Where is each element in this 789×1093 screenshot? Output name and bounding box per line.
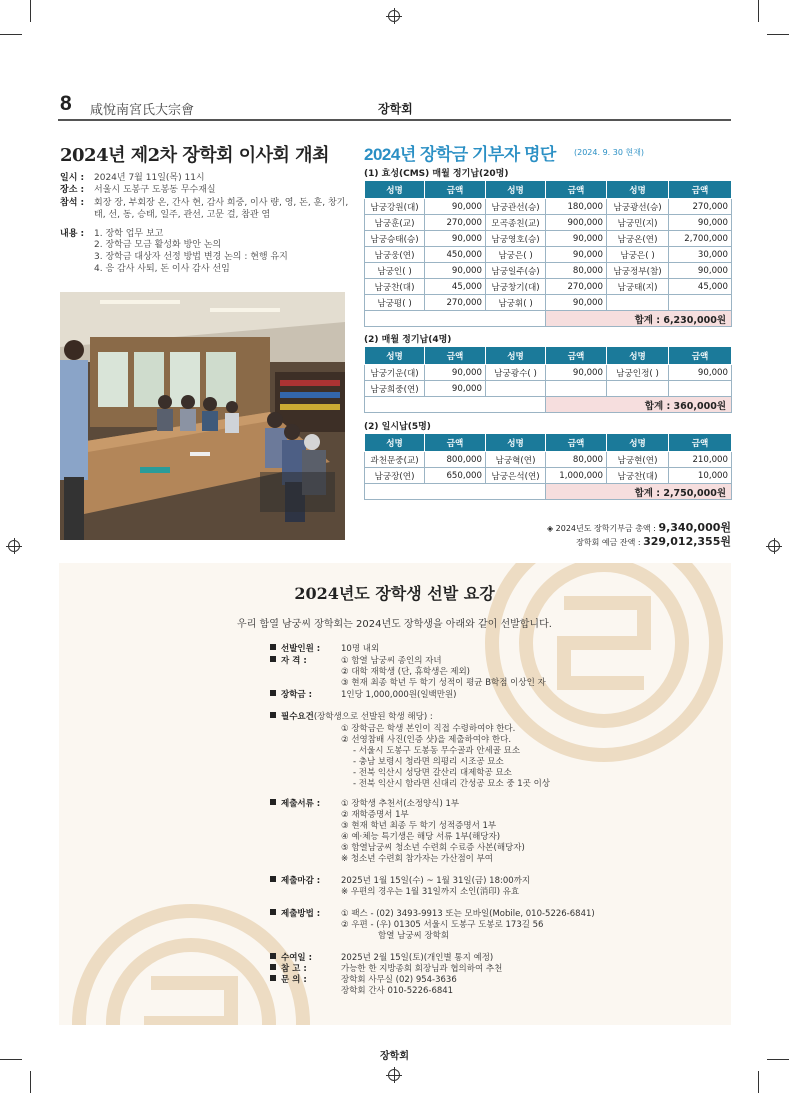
name-cell: 남궁승태(승) [365, 231, 425, 247]
organization-name: 咸悅南宮氏大宗會 [90, 103, 195, 118]
grave-site-item: - 충남 보령시 청라면 의평리 시조공 묘소 [353, 757, 504, 767]
method-line: ② 우편 - (우) 01305 서울시 도봉구 도봉로 173길 56 [341, 920, 544, 930]
name-cell: 남궁온(연) [607, 231, 669, 247]
name-cell: 남궁기운(대) [365, 365, 425, 381]
account-balance: 장학회 예금 잔액 : 329,012,355원 [576, 535, 731, 548]
amount-cell: 2,700,000 [669, 231, 732, 247]
label-requirements: 필수요건(장학생으로 선발된 학생 해당) : [270, 712, 433, 723]
crop-mark [30, 0, 31, 22]
name-cell: 남궁인정( ) [607, 365, 669, 381]
section-total: 합계 : 6,230,000원 [546, 311, 732, 327]
column-header: 성명 [486, 181, 546, 199]
name-cell: 남궁창기(대) [486, 279, 546, 295]
qualification-item: ③ 현재 최종 학년 두 학기 성적이 평균 B학점 이상인 자 [341, 678, 546, 688]
table-row [365, 247, 732, 263]
label-amount: 장학금 : [270, 690, 312, 701]
name-cell: 남궁관선(승) [486, 199, 546, 215]
column-header: 성명 [607, 347, 669, 365]
amount-cell: 90,000 [425, 263, 486, 279]
selection-intro: 우리 함열 남궁씨 장학회는 2024년도 장학생을 아래와 같이 선발합니다. [237, 619, 552, 630]
donor-section-title: (2) 매월 정기납(4명) [364, 335, 452, 345]
method-recipient: 함열 남궁씨 장학회 [378, 931, 450, 941]
amount-cell: 270,000 [425, 295, 486, 311]
donors-title: 2024년 장학금 기부자 명단 [364, 145, 556, 164]
name-cell: 남궁일주(승) [486, 263, 546, 279]
selection-title: 2024년도 장학생 선발 요강 [294, 584, 495, 603]
amount-cell: 45,000 [425, 279, 486, 295]
name-cell: 남궁정부(참) [607, 263, 669, 279]
donor-section-title: (2) 일시납(5명) [364, 422, 431, 432]
value-amount: 1인당 1,000,000원(일백만원) [341, 690, 457, 700]
column-header: 성명 [365, 434, 425, 452]
column-header: 성명 [486, 347, 546, 365]
section-title: 장학회 [378, 102, 413, 116]
table-row [365, 215, 732, 231]
contact-line: 장학회 사무실 (02) 954-3636 [341, 975, 457, 985]
table-row [365, 263, 732, 279]
meeting-photo [60, 292, 345, 540]
amount-cell [546, 381, 607, 397]
document-item: ① 장학생 추천서(소정양식) 1부 [341, 799, 460, 809]
label-reference: 참 고 : [270, 964, 307, 975]
name-cell: 남궁찬(대) [607, 468, 669, 484]
value-count: 10명 내외 [341, 644, 380, 654]
name-cell [486, 381, 546, 397]
amount-cell: 90,000 [425, 365, 486, 381]
name-cell: 남궁혁(연) [486, 452, 546, 468]
meeting-field-attendees-cont: 태, 선, 동, 승태, 일주, 관선, 고문 걸, 참관 염 [94, 210, 271, 220]
table-row [365, 279, 732, 295]
section-total: 합계 : 2,750,000원 [546, 484, 732, 500]
table-header-row [365, 347, 732, 365]
grave-site-item: - 전북 익산시 함라면 신대리 간성공 묘소 중 1곳 이상 [353, 779, 551, 789]
name-cell: 남궁은( ) [486, 247, 546, 263]
column-header: 금액 [425, 181, 486, 199]
registration-mark-icon [388, 10, 400, 22]
amount-cell: 90,000 [546, 247, 607, 263]
table-header-row [365, 434, 732, 452]
name-cell: 남궁현(연) [607, 452, 669, 468]
bullet-square-icon [270, 690, 276, 696]
meeting-field-place: 장소 : 서울시 도봉구 도봉동 무수재실 [60, 185, 216, 195]
name-cell: 남궁휘( ) [486, 295, 546, 311]
name-cell: 남궁광수( ) [486, 365, 546, 381]
qualification-item: ① 함열 남궁씨 종인의 자녀 [341, 656, 442, 666]
registration-mark-icon [768, 540, 780, 552]
table-row [365, 468, 732, 484]
agenda-item: 3. 장학금 대상자 선정 방법 변경 논의 : 현행 유지 [94, 252, 288, 262]
qualification-item: ② 대학 재학생 (단, 휴학생은 제외) [341, 667, 470, 677]
amount-cell: 270,000 [669, 199, 732, 215]
crop-mark [758, 0, 759, 22]
requirement-item: ② 선영참배 사진(인증 샷)을 제출하여야 한다. [341, 735, 512, 745]
amount-cell: 800,000 [425, 452, 486, 468]
label-count: 선발인원 : [270, 644, 320, 655]
donation-total: ◈ 2024년도 장학기부금 총액 : 9,340,000원 [546, 521, 731, 534]
table-row [365, 365, 732, 381]
registration-mark-icon [8, 540, 20, 552]
method-line: ① 팩스 - (02) 3493-9913 또는 모바일(Mobile, 010-5226-6841) [341, 909, 595, 919]
bullet-square-icon [270, 909, 276, 915]
amount-cell: 90,000 [669, 263, 732, 279]
name-cell [607, 381, 669, 397]
amount-cell: 90,000 [546, 295, 607, 311]
total-row [365, 311, 732, 327]
value-reference: 가능한 한 지방종회 회장님과 협의하여 추천 [341, 964, 503, 974]
donor-table-monthly [364, 346, 732, 413]
donor-table-lump-sum [364, 433, 732, 500]
meeting-field-date: 일시 : 2024년 7월 11일(목) 11시 [60, 173, 205, 183]
column-header: 금액 [425, 434, 486, 452]
bullet-square-icon [270, 799, 276, 805]
name-cell: 남궁태(지) [607, 279, 669, 295]
amount-cell: 450,000 [425, 247, 486, 263]
donor-table-cms [364, 180, 732, 327]
agenda-item: 4. 응 감사 사퇴, 돈 이사 감사 선임 [94, 264, 230, 274]
column-header: 성명 [365, 347, 425, 365]
crop-mark [767, 34, 789, 35]
section-total: 합계 : 360,000원 [546, 397, 732, 413]
crop-mark [30, 1071, 31, 1093]
bullet-square-icon [270, 712, 276, 718]
name-cell: 남궁은석(연) [486, 468, 546, 484]
name-cell: 남궁은( ) [607, 247, 669, 263]
total-row [365, 397, 732, 413]
name-cell: 남궁민(지) [607, 215, 669, 231]
document-item: ※ 청소년 수련회 참가자는 가산점이 부여 [341, 854, 494, 864]
table-row [365, 199, 732, 215]
amount-cell: 270,000 [425, 215, 486, 231]
name-cell: 남궁강원(대) [365, 199, 425, 215]
document-item: ⑤ 함열남궁씨 청소년 수련회 수료증 사본(해당자) [341, 843, 525, 853]
label-award-date: 수여일 : [270, 953, 312, 964]
amount-cell: 90,000 [669, 215, 732, 231]
bullet-square-icon [270, 964, 276, 970]
name-cell: 남궁영호(승) [486, 231, 546, 247]
total-row [365, 484, 732, 500]
bullet-square-icon [270, 953, 276, 959]
name-cell: 남궁훈(교) [365, 215, 425, 231]
name-cell [607, 295, 669, 311]
name-cell: 남궁웅(연) [365, 247, 425, 263]
amount-cell: 90,000 [425, 199, 486, 215]
amount-cell [669, 381, 732, 397]
document-item: ④ 예·체능 특기생은 해당 서류 1부(해당자) [341, 832, 501, 842]
column-header: 성명 [607, 181, 669, 199]
table-header-row [365, 181, 732, 199]
column-header: 금액 [669, 347, 732, 365]
amount-cell: 90,000 [425, 381, 486, 397]
amount-cell: 90,000 [425, 231, 486, 247]
label-deadline: 제출마감 : [270, 876, 320, 887]
column-header: 금액 [546, 434, 607, 452]
crop-mark [758, 1071, 759, 1093]
amount-cell: 90,000 [546, 231, 607, 247]
donor-section-title: (1) 효성(CMS) 매월 정기납(20명) [364, 169, 509, 179]
name-cell: 모곡종친(교) [486, 215, 546, 231]
column-header: 성명 [365, 181, 425, 199]
registration-mark-icon [388, 1069, 400, 1081]
column-header: 금액 [669, 181, 732, 199]
label-documents: 제출서류 : [270, 799, 320, 810]
amount-cell: 90,000 [669, 365, 732, 381]
donors-date: (2024. 9. 30 현재) [574, 148, 645, 157]
meeting-field-attendees: 참석 : 회장 장, 부회장 온, 간사 현, 감사 희중, 이사 량, 영, 돈, 훈, 창기, [60, 198, 349, 208]
label-contact: 문 의 : [270, 975, 307, 986]
footer-section: 장학회 [380, 1051, 409, 1062]
amount-cell: 1,000,000 [546, 468, 607, 484]
table-row [365, 452, 732, 468]
document-item: ③ 현재 학년 최종 두 학기 성적증명서 1부 [341, 821, 497, 831]
bullet-square-icon [270, 656, 276, 662]
deadline-line: 2025년 1월 15일(수) ~ 1월 31일(금) 18:00까지 [341, 876, 531, 886]
header-divider [58, 119, 731, 121]
grave-site-item: - 전북 익산시 성당면 갈산리 대제학공 묘소 [353, 768, 512, 778]
name-cell: 남궁장(연) [365, 468, 425, 484]
table-row [365, 381, 732, 397]
bullet-square-icon [270, 644, 276, 650]
table-row [365, 295, 732, 311]
name-cell: 과천문중(교) [365, 452, 425, 468]
amount-cell: 270,000 [546, 279, 607, 295]
crop-mark [0, 34, 22, 35]
bullet-square-icon [270, 876, 276, 882]
amount-cell: 900,000 [546, 215, 607, 231]
value-award-date: 2025년 2월 15일(토)(개인별 통지 예정) [341, 953, 494, 963]
column-header: 금액 [546, 347, 607, 365]
agenda-item: 2. 장학금 모금 활성화 방안 논의 [94, 240, 222, 250]
amount-cell: 90,000 [546, 365, 607, 381]
amount-cell: 650,000 [425, 468, 486, 484]
amount-cell: 80,000 [546, 263, 607, 279]
grave-site-item: - 서울시 도봉구 도봉동 무수골과 안세골 묘소 [353, 746, 521, 756]
meeting-title: 2024년 제2차 장학회 이사회 개최 [60, 145, 329, 166]
label-method: 제출방법 : [270, 909, 320, 920]
column-header: 금액 [546, 181, 607, 199]
contact-line: 장학회 간사 010-5226-6841 [341, 986, 454, 996]
amount-cell: 180,000 [546, 199, 607, 215]
amount-cell: 30,000 [669, 247, 732, 263]
column-header: 금액 [425, 347, 486, 365]
amount-cell: 45,000 [669, 279, 732, 295]
bullet-square-icon [270, 975, 276, 981]
name-cell: 남궁광선(승) [607, 199, 669, 215]
amount-cell: 210,000 [669, 452, 732, 468]
name-cell: 남궁희중(연) [365, 381, 425, 397]
amount-cell: 10,000 [669, 468, 732, 484]
meeting-field-content: 내용 : 1. 장학 업무 보고 [60, 229, 164, 239]
column-header: 성명 [607, 434, 669, 452]
name-cell: 남궁인( ) [365, 263, 425, 279]
column-header: 성명 [486, 434, 546, 452]
document-item: ② 재학증명서 1부 [341, 810, 409, 820]
name-cell: 남궁평( ) [365, 295, 425, 311]
table-row [365, 231, 732, 247]
column-header: 금액 [669, 434, 732, 452]
name-cell: 남궁찬(대) [365, 279, 425, 295]
amount-cell: 80,000 [546, 452, 607, 468]
deadline-line: ※ 우편의 경우는 1월 31일까지 소인(消印) 유효 [341, 887, 520, 897]
amount-cell [669, 295, 732, 311]
label-qualification: 자 격 : [270, 656, 307, 667]
requirement-item: ① 장학금은 학생 본인이 직접 수령하여야 한다. [341, 724, 516, 734]
page-number: 8 [60, 92, 72, 115]
